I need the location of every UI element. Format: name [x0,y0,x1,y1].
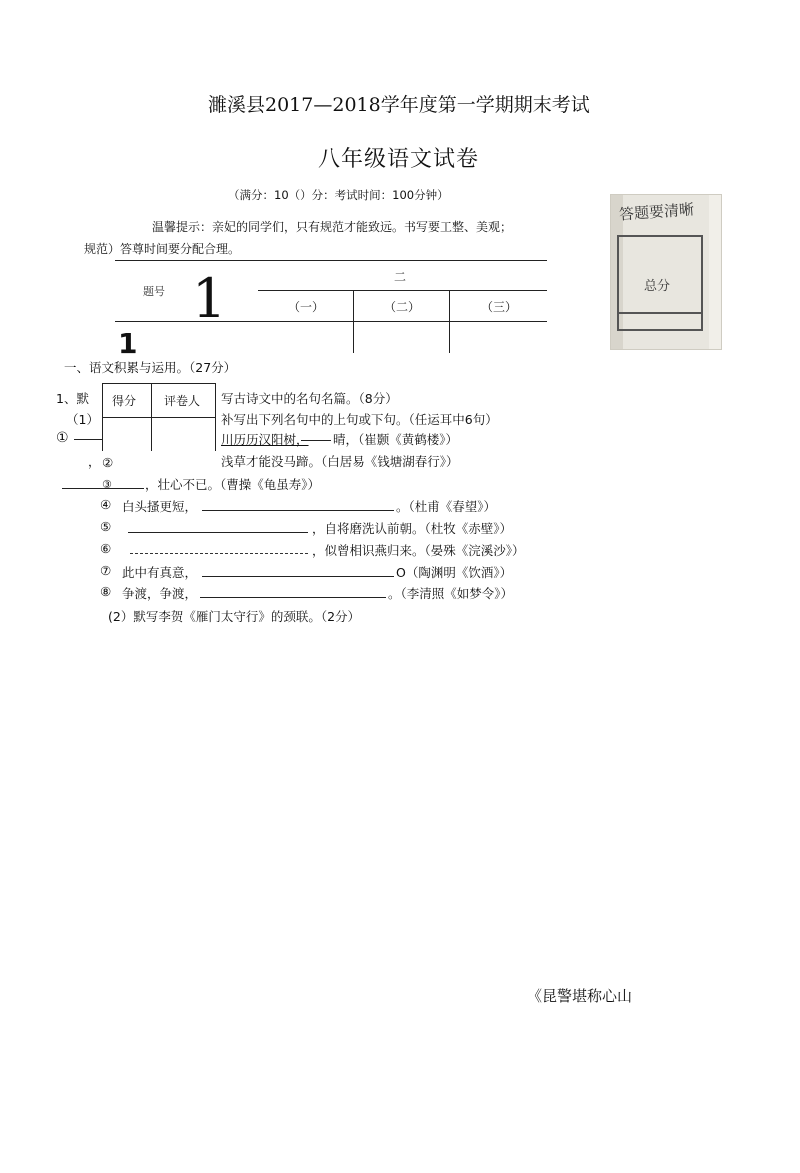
table-header-rule [258,290,547,291]
table-col-1: （一） [288,300,325,314]
item-7-after: O（陶渊明《饮酒》） [396,565,513,580]
section-heading: 一、语文积累与运用。（27分） [64,360,237,375]
item-1-blank-b[interactable] [301,440,331,441]
item-5-after: ，自将磨洗认前朝。（杜牧《赤壁》） [312,521,513,536]
subquestion-1-number: （1） [66,412,99,427]
table-big-digit: 1 [192,267,227,330]
item-3-text: ，壮心不已。（曹操《龟虽寿》） [145,477,321,492]
stamp-highlight [709,195,721,349]
total-score-stamp [610,194,722,350]
item-6-blank[interactable] [130,553,308,554]
tip-line-1: 温馨提示：亲妃的同学们，只有规范才能致远。书写要工整、美观； [152,220,513,234]
tip-line-2: 规范）答尊时间要分配合理。 [84,242,241,256]
item-8-text: 争渡，争渡， [122,586,198,601]
item-1-text: 川历历汉阳树， [221,432,309,447]
item-5-blank[interactable] [128,532,308,533]
stamp-score-box [617,235,703,331]
table-label-question-no: 题号 [143,285,165,298]
item-6-after: ，似曾相识燕归来。（晏殊《浣溪沙》） [312,543,525,558]
item-4-after: 。（杜甫《春望》） [396,499,497,514]
table-col-3: （三） [481,300,518,314]
item-6-mark: ⑥ [100,541,112,556]
question-number: 1、默 [56,391,89,406]
exam-meta: （满分：10（）分：考试时间：100分钟） [228,188,449,202]
item-2-mark: ② [102,455,114,470]
stamp-total-label: 总分 [644,279,671,294]
item-1-after: 晴，（崔颢《黄鹤楼》） [333,432,459,447]
item-1-mark: ① [56,430,69,446]
table-big-digit-bottom: 1 [118,327,138,360]
subquestion-1-description: 补写出下列名句中的上句或下句。（任运耳中6句） [221,412,498,427]
item-2-comma: ， [88,454,101,469]
table-row-rule [115,321,547,322]
item-1-blank-a[interactable] [74,439,102,440]
item-8-blank[interactable] [200,597,386,598]
item-4-blank[interactable] [202,510,394,511]
item-8-mark: ⑧ [100,584,112,599]
item-3-mark: ③ [102,478,112,491]
item-7-text: 此中有真意， [122,565,198,580]
item-7-mark: ⑦ [100,563,112,578]
item-4-text: 白头搔更短， [122,499,198,514]
grader-reviewer-label: 评卷人 [164,394,201,408]
table-col-2: （二） [384,300,421,314]
footer-fragment: 《昆警堪称心山 [527,987,633,1005]
item-5-mark: ⑤ [100,519,112,534]
paper-title: 八年级语文试卷 [318,147,480,172]
table-top-rule [115,260,547,261]
subquestion-2: (2）默写李贺《雁门太守行》的颈联。（2分） [108,609,361,624]
item-7-blank[interactable] [202,576,394,577]
table-section-header: 二 [394,270,407,284]
stamp-title: 答题要清晰 [618,200,695,224]
grader-score-label: 得分 [112,394,137,408]
grader-table [102,383,215,451]
item-2-text: 浅草才能没马蹄。（白居易《钱塘湖春行》） [221,454,459,469]
item-4-mark: ④ [100,497,112,512]
item-8-after: 。（李清照《如梦令》） [388,586,514,601]
exam-title: 濉溪县2017—2018学年度第一学期期末考试 [208,94,590,116]
question-description: 写古诗文中的名句名篇。（8分） [221,391,398,406]
stamp-divider [619,312,701,314]
